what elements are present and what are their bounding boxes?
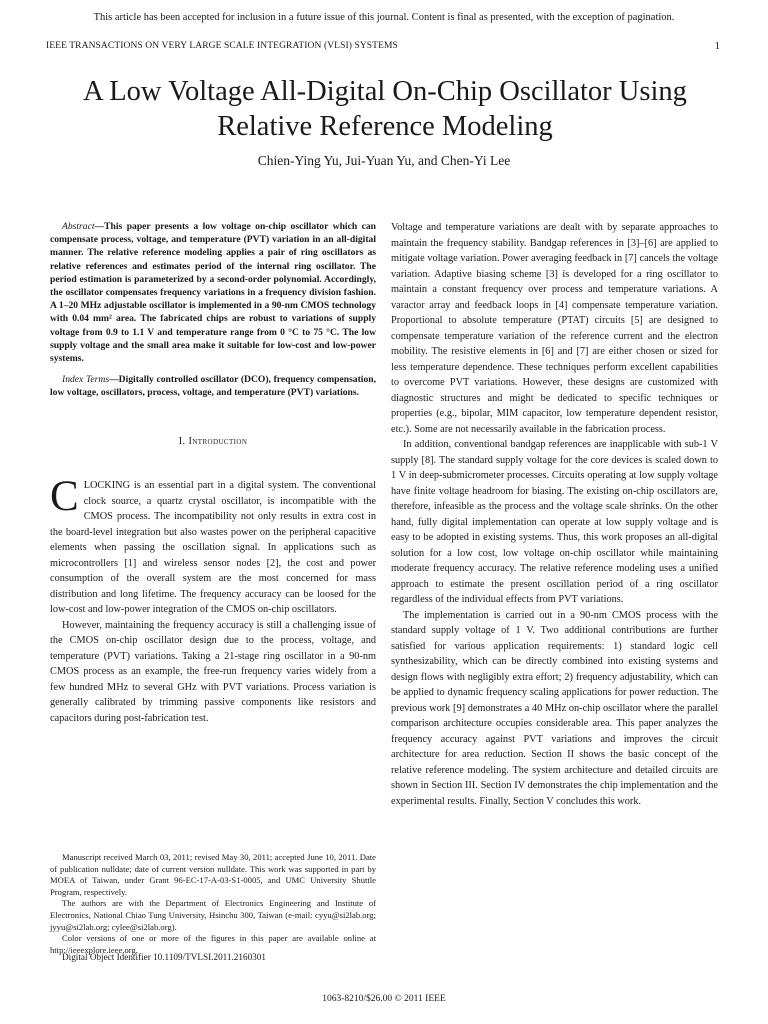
intro-paragraph-2: However, maintaining the frequency accuracy is still a challenging issue of the CMOS on-chip oscillator design due to the process, voltage, and temperature (PVT) variations. Taking a 21-stage ring oscillator in a 90-nm CMOS process as an example, the free-run frequency varies widely from a few hundred MHz to several GHz with PVT variations. Process variation is generally calibrated by trimming passive components like resistors and capacitors during post-fabrication test. [50, 619, 376, 724]
author-list: Chien-Ying Yu, Jui-Yuan Yu, and Chen-Yi Lee [257, 153, 511, 168]
abstract [50, 220, 376, 365]
footnote-color: Color versions of one or more of the figures in this paper are available online at http://ieeexplore.ieee.org. [50, 933, 376, 955]
index-terms-label: Index Terms [62, 374, 110, 386]
section-number: I. [178, 435, 186, 447]
intro-lead-word: LOCKING [83, 480, 131, 492]
right-paragraph-2: In addition, conventional bandgap references are inapplicable with sub-1 V supply [8]. The standard supply voltage for the core devices is scaled down to 1 V in deep-submicrometer processes. Circuits operating at low supply voltage have finite voltage headroom for biasing. The existing on-chip oscillators are, therefore, infeasible as the process and the voltage scale shrinks. On the other hand, fully digital implementation can operate at low supply voltage and is easy to be adopted in existing systems. Thus, this work proposes an all-digital solution for a low cost, low voltage on-chip oscillator while maintaining moderate frequency accuracy. The relative reference modeling uses a unified approach to estimate the present oscillation period of a ring oscillator regardless of the individual effects from PVT variations. [391, 439, 718, 605]
issn-line: 1063-8210/$26.00 © 2011 IEEE [322, 994, 446, 1004]
index-terms-text: —Digitally controlled oscillator (DCO), frequency compensation, low voltage, oscillators, process, voltage, and temperature (PVT) variations. [50, 374, 376, 399]
index-terms [50, 373, 376, 399]
right-paragraph-3: The implementation is carried out in a 90-nm CMOS process with the standard supply voltage of 1 V. Two additional contributions are further satisfied for various application requirements: 1) standard logic cell synthesizability, which can be directly combined into existing systems and design flows with negligibly extra effort; 2) frequency adjustability, which can be applied to dynamic frequency scaling applications for power reduction. The previous work [9] demonstrates a 40 MHz on-chip oscillator where the parallel comparison architecture occupies considerable area. This paper analyzes the frequency accuracy against PVT variations and improves the circuit architecture for area reduction. Section II shows the basic concept of the relative reference modeling. The system architecture and detailed circuits are shown in Section III. Section IV demonstrates the chip implementation and the experimental results. Finally, Section V concludes this work. [391, 609, 718, 807]
left-column [50, 220, 376, 726]
intro-p1-text: is an essential part in a digital system. The conventional clock source, a quartz crystal oscillator, is incompatible with the CMOS process. The incompatibility not only results in extra cost in the board-level integration but also wastes power on the peripheral capacitive elements when passing the oscillation signal. In applications such as microcontrollers [1] and wireless sensor nodes [2], the cost and power consumption of the overall system are the most concerned for mass distribution and long lifetime. The frequency accuracy can be loosed for the low-cost and low-power integration of the CMOS on-chip oscillators. [50, 480, 376, 616]
paper-title [40, 74, 730, 144]
running-head: IEEE TRANSACTIONS ON VERY LARGE SCALE INTEGRATION (VLSI) SYSTEMS [46, 41, 398, 51]
abstract-label: Abstract [62, 221, 95, 232]
abstract-text: —This paper presents a low voltage on-chip oscillator which can compensate process, voltage, and temperature (PVT) variation in an all-digital manner. The relative reference modeling applies a pair of ring oscillators as relative references and estimates period of the internal ring oscillator. The period estimation is parameterized by a second-order polynomial. Accordingly, the oscillator compensates frequency variations in a frequency division fashion. A 1–20 MHz adjustable oscillator is implemented in a 90-nm CMOS technology with 0.04 mm² area. The fabricated chips are robust to variations of supply voltage from 0.9 to 1.1 V and temperature range from 0 °C to 75 °C. The low supply voltage and the small area make it suitable for low-cost and low-power systems. [50, 221, 376, 365]
acceptance-notice: This article has been accepted for inclusion in a future issue of this journal. Content is final as presented, with the exception of pagination. [93, 12, 675, 23]
right-column [391, 220, 718, 809]
drop-cap: C [50, 473, 79, 521]
section-heading [50, 434, 376, 450]
footnote-manuscript: Manuscript received March 03, 2011; revised May 30, 2011; accepted June 10, 2011. Date of publication nulldate; date of current version nulldate. This work was supported in part by MOEA of Taiwan, under Grant 96-EC-17-A-03-S1-0005, and UMC University Shuttle Program, respectively. [50, 852, 376, 897]
page-number: 1 [714, 41, 720, 52]
title-line-2: Relative Reference Modeling [217, 111, 553, 142]
doi-line: Digital Object Identifier 10.1109/TVLSI.2011.2160301 [62, 952, 266, 962]
footnote-affiliation: The authors are with the Department of Electronics Engineering and Institute of Electronics, National Chiao Tung University, Hsinchu 300, Taiwan (e-mail: cyyu@si2lab.org; jyyu@si2lab.org; cylee@si2lab.org). [50, 898, 376, 932]
footnotes [50, 852, 376, 956]
intro-paragraph-1 [50, 473, 376, 618]
title-line-1: A Low Voltage All-Digital On-Chip Oscillator Using [83, 76, 687, 107]
right-paragraph-1: Voltage and temperature variations are dealt with by separate approaches to maintain the frequency stability. Bandgap references in [3]–[6] are applied to mitigate voltage variation. Power averaging feedback in [7] cancels the voltage variation. Adaptive biasing scheme [3] is developed for a ring oscillator to maintain a constant frequency over process and temperature variations. A varactor array and feedback loops in [4] compensate temperature variation. Proportional to absolute temperature (PTAT) circuits [5] are designed to compensate temperature variation of the reference current and the electron mobility. The resistive elements in [6] and [7] are either chosen or sized for less temperature dependence. These techniques perform excellent capabilities to overcome PVT variations. However, these designs are customized with diagnostic structures and might be dedicated to specific techniques or properties (e.g., bipolar, MIM capacitor, low temperature dependent resistor, etc.). Some are not necessarily available in the fabrication process. [391, 222, 718, 435]
section-title: Introduction [188, 435, 248, 447]
